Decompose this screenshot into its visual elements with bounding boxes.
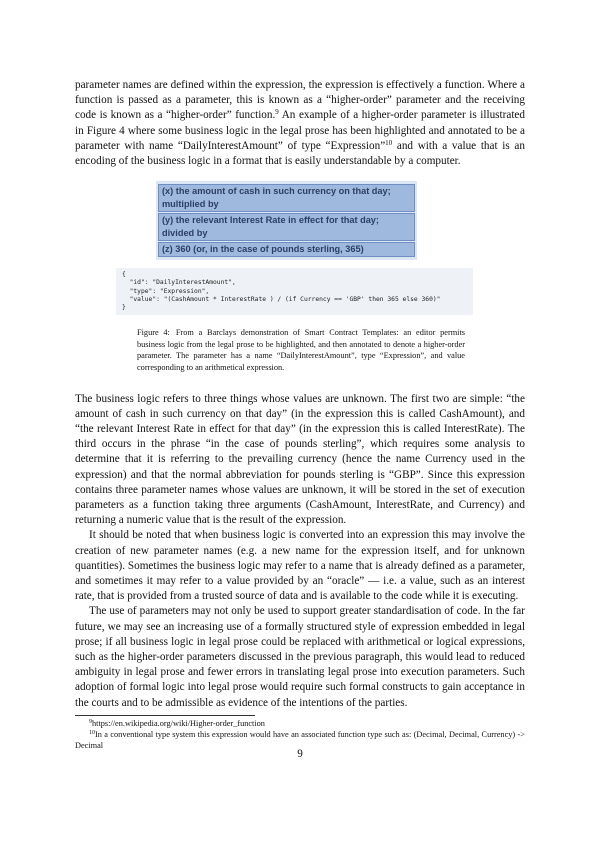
highlighted-prose [156, 181, 417, 260]
paragraph-3: It should be noted that when business logic is converted into an expression this may involve the creation of new parameter names (e.g. a new name for the expression itself, and for unknown quantities). Sometimes the business logic may refer to a name that is already defined as a parameter, and sometimes it may refer to a value provided by an “oracle” — i.e. a value, such as an interest rate, that is provided from a trusted source of data and is available to the code while it is executing. [75, 529, 525, 603]
body-text [75, 392, 525, 711]
footnote-ref-9[interactable]: 9 [275, 108, 279, 117]
paragraph-1-text-b: An example of a higher-order parameter is illustrated in Figure 4 where some business logic in the legal prose has been highlighted and annotated to be a parameter with name “DailyInterestAmount” of type “Expression” [75, 109, 525, 152]
footnotes [75, 718, 525, 751]
highlight-line[interactable]: (z) 360 (or, in the case of pounds sterling, 365) [158, 242, 415, 257]
highlight-line[interactable]: (x) the amount of cash in such currency on that day; multiplied by [158, 184, 415, 212]
code-line: "value": "(CashAmount * InterestRate ) / (if Currency == 'GBP' then 365 else 360)" [122, 295, 441, 303]
paragraph-2: The business logic refers to three things whose values are unknown. The first two are simple: “the amount of cash in such currency on that day” (in the expression this is called CashAmount), and “the relevant Interest Rate in effect for that day” (in the expression this is called InterestRate). The third occurs in the phrase “in the case of pounds sterling”, which requires some analysis to determine that it is referring to the prevailing currency (hence the name Currency used in the expression) and that the normal abbreviation for pounds sterling is “GBP”. Since this expression contains three parameter names whose values are unknown, it will be stored in the set of execution parameters as a function taking three arguments (CashAmount, InterestRate, and Currency) and returning a numeric value that is the result of the expression. [75, 392, 525, 527]
figure-caption [137, 327, 465, 373]
footnote-number: 10 [89, 729, 95, 736]
code-line: } [122, 304, 126, 312]
page-content [75, 78, 525, 751]
caption-text: From a Barclays demonstration of Smart Contract Templates: an editor permits business logic from the legal prose to be highlighted, and then annotated to denote a higher-order parameter. The parameter has a name “DailyInterestAmount”, type “Expression”, and value corresponding to an arithmetical expression. [137, 328, 465, 373]
footnote-ref-10[interactable]: 10 [385, 138, 393, 147]
paragraph-4: The use of parameters may not only be used to support greater standardisation of code. In the far future, we may see an increasing use of a formally structured style of expression embedded in legal prose; if all business logic in legal prose could be replaced with arithmetical or logical expressions, such as the higher-order parameters discussed in the previous paragraph, this would lead to reduced ambiguity in legal prose and fewer errors in translating legal prose into execution parameters. Such adoption of formal logic into legal prose would require such formal constructs to gain acceptance in the courts and to be admissible as evidence of the intentions of the parties. [75, 605, 525, 709]
footnote-link[interactable]: https://en.wikipedia.org/wiki/Higher-order_function [92, 718, 265, 728]
figure-4 [75, 181, 525, 373]
footnote-9 [75, 718, 525, 729]
footnote-number: 9 [89, 718, 92, 725]
code-line: "id": "DailyInterestAmount", [122, 279, 236, 287]
paragraph-1 [75, 78, 525, 169]
json-code-block [116, 268, 473, 315]
caption-label: Figure 4: [137, 328, 170, 338]
footnote-text: In a conventional type system this expression would have an associated function type such as: (Decimal, Decimal, Currency) -> Decimal [75, 729, 525, 750]
code-line: { [122, 271, 126, 279]
footnote-rule [75, 715, 255, 716]
paragraph-1-text-c: and with a value that is an encoding of the business logic in a format that is easily understandable by a computer. [75, 139, 525, 168]
paragraph-1-text-a: parameter names are defined within the expression, the expression is effectively a function. Where a function is passed as a parameter, this is known as a “higher-order” parameter and the receiving code is known as a “higher-order” function. [75, 79, 525, 122]
code-line: "type": "Expression", [122, 287, 210, 295]
highlight-line[interactable]: (y) the relevant Interest Rate in effect for that day; divided by [158, 213, 415, 241]
page-number: 9 [297, 748, 303, 760]
